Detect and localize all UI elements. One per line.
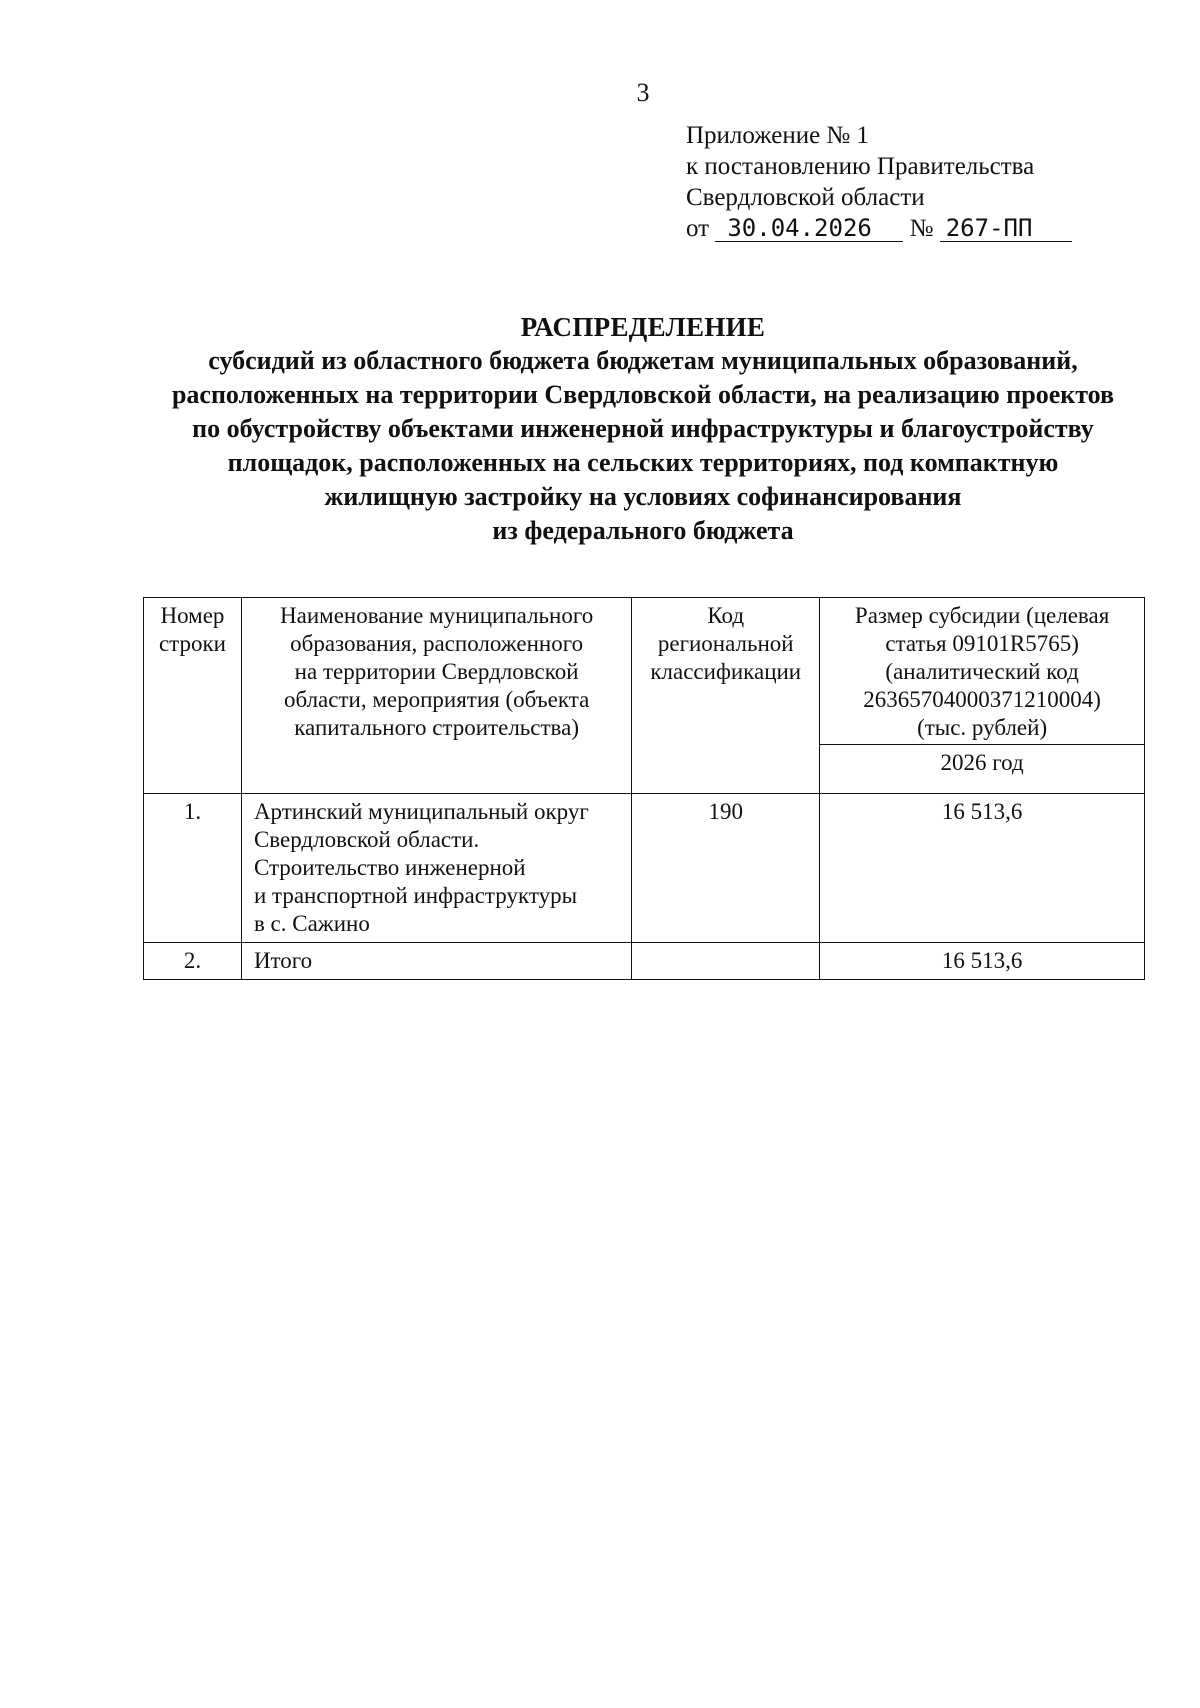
appendix-date-line [686,213,1072,244]
title-heading: РАСПРЕДЕЛЕНИЕ [520,312,766,342]
distribution-table [143,597,1145,980]
header-subsidy-amount: Размер субсидии (целевая статья 09101R5765) (аналитический код 26365704000371210004) (тыс. рублей) [820,598,1145,745]
appendix-reference: к постановлению Правительства [686,153,1035,180]
title-line: субсидий из областного бюджета бюджетам муниципальных образований, [208,346,1078,375]
table-header-row [144,598,1145,745]
table-row [144,943,1145,980]
header-municipality-name: Наименование муниципального образования, расположенного на территории Свердловской области, мероприятия (объекта капитального строительства) [241,598,631,794]
title-line: из федерального бюджета [492,516,794,545]
title-line: жилищную застройку на условиях софинансирования [324,482,962,511]
from-label: от [686,215,710,242]
title-line: расположенных на территории Свердловской области, на реализацию проектов [171,380,1115,409]
appendix-block [686,120,1072,244]
header-regional-code: Код региональной классификации [632,598,820,794]
header-year: 2026 год [820,745,1145,794]
number-label: № [909,215,934,242]
row-code: 190 [632,794,820,943]
appendix-title: Приложение № 1 [686,122,870,149]
row-number: 2. [144,943,242,980]
row-name: Артинский муниципальный округ Свердловской области. Строительство инженерной и транспортной инфраструктуры в с. Сажино [241,794,631,943]
row-amount: 16 513,6 [820,943,1145,980]
resolution-date: 30.04.2026 [715,215,903,242]
header-row-number: Номер строки [144,598,242,794]
title-line: по обустройству объектами инженерной инфраструктуры и благоустройству [192,414,1094,443]
resolution-number: 267-ПП [940,215,1072,242]
title-line: площадок, расположенных на сельских территориях, под компактную [227,448,1059,477]
row-number: 1. [144,794,242,943]
row-amount: 16 513,6 [820,794,1145,943]
page-number: 3 [636,78,650,107]
table-row [144,794,1145,943]
document-title [100,310,1186,548]
appendix-region: Свердловской области [686,184,925,211]
row-name: Итого [241,943,631,980]
row-code [632,943,820,980]
